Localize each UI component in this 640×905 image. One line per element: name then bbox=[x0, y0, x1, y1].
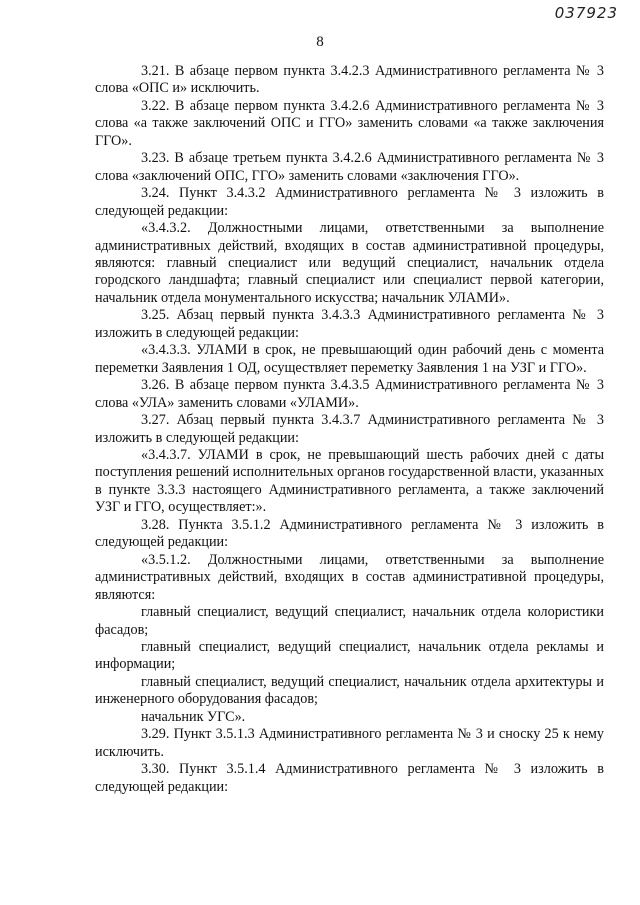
document-number: 037923 bbox=[554, 4, 618, 22]
paragraph: 3.23. В абзаце третьем пункта 3.4.2.6 Административного регламента № 3 слова «заключений ОПС, ГГО» заменить словами «заключения ГГО». bbox=[95, 150, 604, 184]
paragraph: «3.5.1.2. Должностными лицами, ответственными за выполнение административных действий, входящих в состав административной процедуры, являются: bbox=[95, 551, 604, 603]
paragraph: начальник УГС». bbox=[141, 708, 246, 725]
paragraph: «3.4.3.7. УЛАМИ в срок, не превышающий шесть рабочих дней с даты поступления решений исполнительных органов государственной власти, указанных в пункте 3.3.3 настоящего Административного регламента, а также заключений УЗГ и ГГО, осуществляет:». bbox=[95, 446, 604, 516]
page-number: 8 bbox=[316, 34, 324, 50]
paragraph: 3.28. Пункта 3.5.1.2 Административного регламента № 3 изложить в следующей редакции: bbox=[95, 516, 604, 551]
paragraph: 3.26. В абзаце первом пункта 3.4.3.5 Административного регламента № 3 слова «УЛА» заменить словами «УЛАМИ». bbox=[95, 377, 604, 411]
paragraph: главный специалист, ведущий специалист, начальник отдела колористики фасадов; bbox=[95, 604, 604, 638]
paragraph: главный специалист, ведущий специалист, начальник отдела архитектуры и инженерного оборудования фасадов; bbox=[95, 673, 604, 708]
paragraph: главный специалист, ведущий специалист, начальник отдела рекламы и информации; bbox=[95, 638, 604, 673]
paragraph: 3.21. В абзаце первом пункта 3.4.2.3 Административного регламента № 3 слова «ОПС и» исключить. bbox=[95, 63, 604, 97]
paragraph: 3.30. Пункт 3.5.1.4 Административного регламента № 3 изложить в следующей редакции: bbox=[95, 761, 604, 795]
paragraph: «3.4.3.3. УЛАМИ в срок, не превышающий один рабочий день с момента переметки Заявления 1 ОД, осуществляет переметку Заявления 1 на УЗГ и ГГО». bbox=[95, 342, 604, 376]
paragraph: 3.27. Абзац первый пункта 3.4.3.7 Административного регламента № 3 изложить в следующей редакции: bbox=[95, 412, 604, 446]
paragraph: 3.22. В абзаце первом пункта 3.4.2.6 Административного регламента № 3 слова «а также заключений ОПС и ГГО» заменить словами «а также заключения ГГО». bbox=[95, 97, 604, 149]
paragraph: «3.4.3.2. Должностными лицами, ответственными за выполнение административных действий, входящих в состав административной процедуры, являются: главный специалист или ведущий специалист, начальник отдела городского ландшафта; главный специалист или специалист первой категории, начальник отдела монументального искусства; начальник УЛАМИ». bbox=[95, 220, 604, 306]
paragraph: 3.25. Абзац первый пункта 3.4.3.3 Административного регламента № 3 изложить в следующей редакции: bbox=[95, 307, 604, 341]
document-body bbox=[95, 63, 604, 796]
paragraph: 3.29. Пункт 3.5.1.3 Административного регламента № 3 и сноску 25 к нему исключить. bbox=[95, 726, 604, 760]
paragraph: 3.24. Пункт 3.4.3.2 Административного регламента № 3 изложить в следующей редакции: bbox=[95, 185, 604, 219]
